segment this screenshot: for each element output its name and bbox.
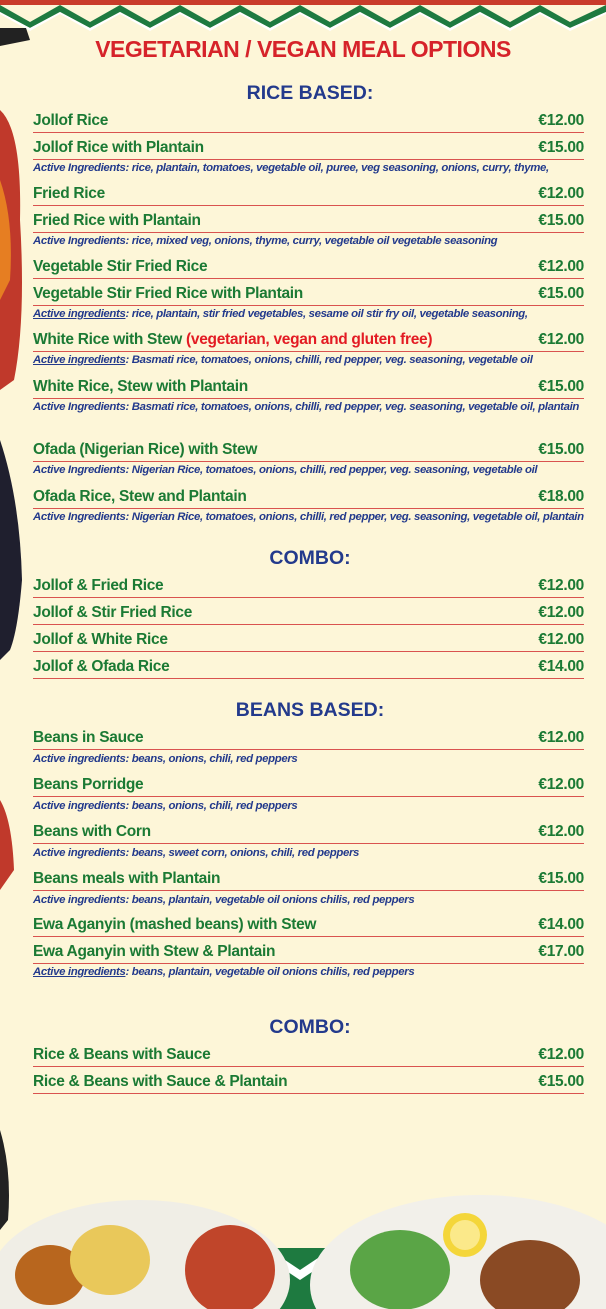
item-price: €12.00: [538, 823, 584, 840]
item-price: €15.00: [538, 212, 584, 229]
item-name: Jollof Rice with Plantain: [33, 139, 204, 156]
item-price: €12.00: [538, 185, 584, 202]
menu-item-row: [33, 436, 584, 462]
ingredients-note: [33, 799, 588, 815]
section-heading-rice: RICE BASED:: [246, 82, 374, 104]
menu-item-row: [33, 1068, 584, 1094]
ingredients-label: Active ingredients:: [33, 753, 132, 765]
menu-item-row: [33, 724, 584, 750]
ingredients-text: Nigerian Rice, tomatoes, onions, chilli, red pepper, veg. seasoning, vegetable oil, plantain: [131, 511, 584, 523]
item-name: Vegetable Stir Fried Rice: [33, 258, 208, 275]
item-name: Beans Porridge: [33, 776, 144, 793]
ingredients-label: Active Ingredients:: [33, 235, 132, 247]
item-price: €18.00: [538, 488, 584, 505]
page-title: VEGETARIAN / VEGAN MEAL OPTIONS: [95, 36, 511, 62]
ingredients-note: [33, 752, 588, 768]
menu-item-row: [33, 1041, 584, 1067]
menu-item-row: [33, 818, 584, 844]
item-name: Ofada Rice, Stew and Plantain: [33, 488, 247, 505]
menu-item-row: [33, 626, 584, 652]
menu-item-row: [33, 207, 584, 233]
item-price: €15.00: [538, 1073, 584, 1090]
item-name: Fried Rice: [33, 185, 105, 202]
ingredients-note: [33, 463, 588, 479]
ingredients-text: beans, plantain, vegetable oil onions chilis, red peppers: [131, 894, 415, 906]
menu-item-row: [33, 373, 584, 399]
ingredients-label: Active ingredients:: [33, 800, 132, 812]
ingredients-label: Active Ingredients:: [33, 464, 132, 476]
menu-item-row: [33, 771, 584, 797]
item-name-text: White Rice with Stew: [33, 331, 187, 348]
item-price: €15.00: [538, 285, 584, 302]
ingredients-text: beans, sweet corn, onions, chili, red peppers: [131, 847, 360, 859]
food-photo-decoration: [0, 1190, 606, 1309]
item-price: €15.00: [538, 378, 584, 395]
menu-item-row: [33, 572, 584, 598]
item-price: €12.00: [538, 112, 584, 129]
ingredients-note: [33, 846, 588, 862]
item-name: Rice & Beans with Sauce & Plantain: [33, 1073, 288, 1090]
item-name: [33, 331, 432, 349]
ingredients-label: Active ingredients: [33, 966, 126, 978]
ingredients-text: beans, onions, chili, red peppers: [131, 753, 298, 765]
item-price: €12.00: [538, 604, 584, 621]
item-name: Jollof & Fried Rice: [33, 577, 164, 594]
menu-item-row: [33, 911, 584, 937]
item-price: €12.00: [538, 577, 584, 594]
item-price: €12.00: [538, 331, 584, 348]
ingredients-text: : rice, plantain, stir fried vegetables, sesame oil stir fry oil, vegetable seasoning,: [125, 308, 528, 320]
ingredients-label: Active Ingredients:: [33, 401, 132, 413]
menu-item-row: [33, 253, 584, 279]
ingredients-note: [33, 234, 588, 250]
ingredients-note: [33, 893, 588, 909]
menu-item-row: [33, 483, 584, 509]
ingredients-note: [33, 353, 588, 369]
ingredients-text: rice, mixed veg, onions, thyme, curry, vegetable oil vegetable seasoning: [131, 235, 498, 247]
ingredients-note: [33, 307, 588, 323]
ingredients-label: Active ingredients:: [33, 847, 132, 859]
menu-item-row: [33, 280, 584, 306]
ingredients-note: [33, 161, 588, 177]
menu-item-row: [33, 134, 584, 160]
item-price: €17.00: [538, 943, 584, 960]
ingredients-note: [33, 510, 588, 526]
menu-item-row: [33, 326, 584, 352]
item-name: Beans in Sauce: [33, 729, 144, 746]
top-zigzag-border: [0, 0, 606, 34]
ingredients-label: Active Ingredients:: [33, 162, 132, 174]
item-price: €12.00: [538, 729, 584, 746]
item-price: €15.00: [538, 870, 584, 887]
section-heading-combo: COMBO:: [269, 1016, 351, 1038]
section-heading-beans: BEANS BASED:: [235, 699, 385, 721]
item-price: €12.00: [538, 1046, 584, 1063]
ingredients-text: Nigerian Rice, tomatoes, onions, chilli, red pepper, veg. seasoning, vegetable oil: [131, 464, 538, 476]
item-name: Jollof & Ofada Rice: [33, 658, 170, 675]
section-heading-combo: COMBO:: [269, 547, 351, 569]
ingredients-note: [33, 400, 588, 416]
item-price: €12.00: [538, 776, 584, 793]
item-name: White Rice, Stew with Plantain: [33, 378, 248, 395]
item-name: Ewa Aganyin (mashed beans) with Stew: [33, 916, 317, 933]
ingredients-note: [33, 965, 588, 981]
ingredients-label: Active ingredients:: [33, 894, 132, 906]
ingredients-label: Active ingredients: [33, 354, 126, 366]
menu-item-row: [33, 865, 584, 891]
menu-item-row: [33, 107, 584, 133]
item-name: Vegetable Stir Fried Rice with Plantain: [33, 285, 303, 302]
item-name: Jollof Rice: [33, 112, 109, 129]
item-price: €15.00: [538, 441, 584, 458]
left-african-art-decoration: [0, 20, 34, 1260]
item-price: €15.00: [538, 139, 584, 156]
menu-item-row: [33, 653, 584, 679]
item-name: Jollof & White Rice: [33, 631, 168, 648]
ingredients-text: beans, onions, chili, red peppers: [131, 800, 298, 812]
ingredients-label: Active Ingredients:: [33, 511, 132, 523]
dietary-note: (vegetarian, vegan and gluten free): [186, 331, 433, 348]
item-price: €14.00: [538, 916, 584, 933]
ingredients-text: Basmati rice, tomatoes, onions, chilli, red pepper, veg. seasoning, vegetable oil, plantain: [131, 401, 580, 413]
ingredients-label: Active ingredients: [33, 308, 126, 320]
item-name: Ofada (Nigerian Rice) with Stew: [33, 441, 258, 458]
item-name: Ewa Aganyin with Stew & Plantain: [33, 943, 276, 960]
item-name: Beans with Corn: [33, 823, 151, 840]
item-name: Beans meals with Plantain: [33, 870, 221, 887]
item-price: €14.00: [538, 658, 584, 675]
menu-item-row: [33, 938, 584, 964]
item-price: €12.00: [538, 258, 584, 275]
ingredients-text: : beans, plantain, vegetable oil onions chilis, red peppers: [125, 966, 415, 978]
item-name: Fried Rice with Plantain: [33, 212, 201, 229]
menu-item-row: [33, 180, 584, 206]
item-name: Jollof & Stir Fried Rice: [33, 604, 193, 621]
ingredients-text: : Basmati rice, tomatoes, onions, chilli, red pepper, veg. seasoning, vegetable oil: [125, 354, 533, 366]
ingredients-text: rice, plantain, tomatoes, vegetable oil, puree, veg seasoning, onions, curry, thyme,: [131, 162, 549, 174]
menu-item-row: [33, 599, 584, 625]
item-price: €12.00: [538, 631, 584, 648]
item-name: Rice & Beans with Sauce: [33, 1046, 211, 1063]
